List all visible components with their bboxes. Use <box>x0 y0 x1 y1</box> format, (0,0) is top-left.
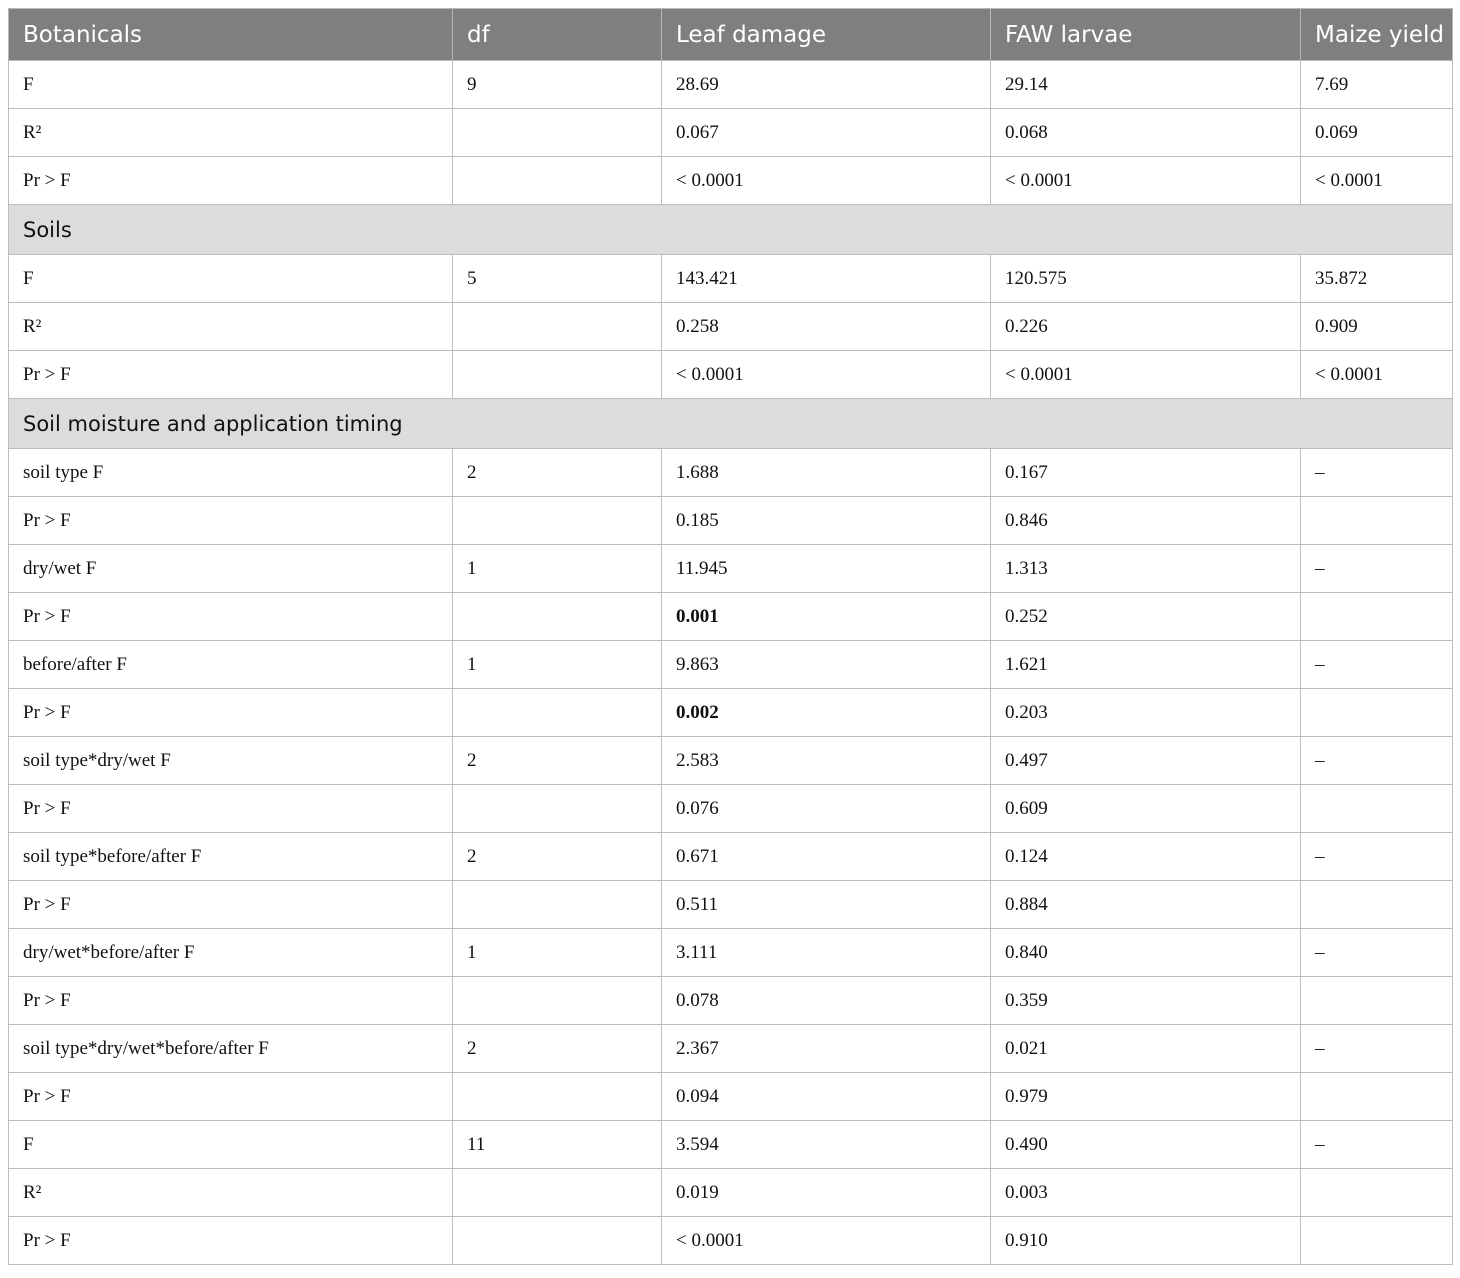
table-header <box>9 9 1453 61</box>
cell-df: 2 <box>453 833 662 881</box>
cell-maize-yield <box>1301 1169 1453 1217</box>
cell-source: before/after F <box>9 641 453 689</box>
cell-source: soil type*dry/wet*before/after F <box>9 1025 453 1073</box>
cell-leaf-damage: 0.001 <box>662 593 991 641</box>
cell-df <box>453 689 662 737</box>
cell-faw-larvae: 0.609 <box>991 785 1301 833</box>
cell-faw-larvae: < 0.0001 <box>991 351 1301 399</box>
cell-maize-yield <box>1301 497 1453 545</box>
cell-leaf-damage: < 0.0001 <box>662 1217 991 1265</box>
cell-faw-larvae: 0.359 <box>991 977 1301 1025</box>
table-row <box>9 1025 1453 1073</box>
cell-leaf-damage: 143.421 <box>662 255 991 303</box>
table-row <box>9 977 1453 1025</box>
cell-faw-larvae: 1.621 <box>991 641 1301 689</box>
table-row <box>9 641 1453 689</box>
cell-df: 5 <box>453 255 662 303</box>
cell-source: Pr > F <box>9 351 453 399</box>
cell-faw-larvae: 0.124 <box>991 833 1301 881</box>
table-row <box>9 1121 1453 1169</box>
table-row <box>9 1169 1453 1217</box>
table-row <box>9 545 1453 593</box>
cell-source: Pr > F <box>9 593 453 641</box>
cell-source: Pr > F <box>9 1217 453 1265</box>
cell-maize-yield: – <box>1301 1025 1453 1073</box>
section-title: Soils <box>9 205 1453 255</box>
cell-maize-yield: – <box>1301 833 1453 881</box>
cell-faw-larvae: 0.490 <box>991 1121 1301 1169</box>
cell-maize-yield: 0.069 <box>1301 109 1453 157</box>
table-row <box>9 881 1453 929</box>
table-row <box>9 785 1453 833</box>
table-row <box>9 109 1453 157</box>
header-faw-larvae: FAW larvae <box>991 9 1301 61</box>
cell-source: soil type F <box>9 449 453 497</box>
cell-faw-larvae: 0.910 <box>991 1217 1301 1265</box>
cell-faw-larvae: 0.167 <box>991 449 1301 497</box>
section-row <box>9 399 1453 449</box>
cell-maize-yield: – <box>1301 737 1453 785</box>
cell-leaf-damage: 0.002 <box>662 689 991 737</box>
cell-df <box>453 785 662 833</box>
cell-leaf-damage: 2.367 <box>662 1025 991 1073</box>
cell-faw-larvae: 0.003 <box>991 1169 1301 1217</box>
cell-faw-larvae: < 0.0001 <box>991 157 1301 205</box>
cell-leaf-damage: 0.258 <box>662 303 991 351</box>
cell-leaf-damage: 0.078 <box>662 977 991 1025</box>
cell-source: R² <box>9 303 453 351</box>
cell-leaf-damage: 3.111 <box>662 929 991 977</box>
cell-leaf-damage: 9.863 <box>662 641 991 689</box>
cell-source: F <box>9 1121 453 1169</box>
cell-faw-larvae: 0.203 <box>991 689 1301 737</box>
table-row <box>9 303 1453 351</box>
cell-maize-yield <box>1301 1073 1453 1121</box>
table-row <box>9 1217 1453 1265</box>
section-title: Soil moisture and application timing <box>9 399 1453 449</box>
cell-faw-larvae: 0.252 <box>991 593 1301 641</box>
cell-faw-larvae: 120.575 <box>991 255 1301 303</box>
cell-leaf-damage: < 0.0001 <box>662 157 991 205</box>
cell-df: 1 <box>453 929 662 977</box>
cell-maize-yield <box>1301 689 1453 737</box>
cell-maize-yield: 7.69 <box>1301 61 1453 109</box>
cell-df <box>453 303 662 351</box>
cell-df: 2 <box>453 737 662 785</box>
table-row <box>9 497 1453 545</box>
cell-source: dry/wet F <box>9 545 453 593</box>
cell-source: Pr > F <box>9 977 453 1025</box>
table-row <box>9 1073 1453 1121</box>
cell-source: Pr > F <box>9 157 453 205</box>
cell-df: 2 <box>453 449 662 497</box>
cell-df: 1 <box>453 641 662 689</box>
cell-df <box>453 1073 662 1121</box>
cell-maize-yield: – <box>1301 641 1453 689</box>
cell-faw-larvae: 0.021 <box>991 1025 1301 1073</box>
cell-leaf-damage: < 0.0001 <box>662 351 991 399</box>
cell-faw-larvae: 0.226 <box>991 303 1301 351</box>
cell-leaf-damage: 0.094 <box>662 1073 991 1121</box>
header-maize-yield: Maize yield <box>1301 9 1453 61</box>
header-leaf-damage: Leaf damage <box>662 9 991 61</box>
cell-leaf-damage: 0.671 <box>662 833 991 881</box>
cell-source: Pr > F <box>9 881 453 929</box>
cell-df: 11 <box>453 1121 662 1169</box>
section-row <box>9 205 1453 255</box>
cell-df <box>453 157 662 205</box>
cell-source: Pr > F <box>9 689 453 737</box>
cell-maize-yield <box>1301 1217 1453 1265</box>
cell-leaf-damage: 0.511 <box>662 881 991 929</box>
table-row <box>9 255 1453 303</box>
cell-maize-yield: < 0.0001 <box>1301 157 1453 205</box>
cell-maize-yield: 0.909 <box>1301 303 1453 351</box>
cell-source: soil type*before/after F <box>9 833 453 881</box>
cell-df <box>453 1217 662 1265</box>
cell-source: Pr > F <box>9 1073 453 1121</box>
cell-source: Pr > F <box>9 785 453 833</box>
cell-df <box>453 497 662 545</box>
header-botanicals: Botanicals <box>9 9 453 61</box>
cell-maize-yield <box>1301 785 1453 833</box>
cell-leaf-damage: 0.019 <box>662 1169 991 1217</box>
cell-df <box>453 977 662 1025</box>
cell-source: F <box>9 255 453 303</box>
anova-table-container <box>8 8 1452 1265</box>
cell-leaf-damage: 2.583 <box>662 737 991 785</box>
cell-faw-larvae: 1.313 <box>991 545 1301 593</box>
table-row <box>9 157 1453 205</box>
anova-table <box>8 8 1453 1265</box>
cell-maize-yield <box>1301 977 1453 1025</box>
cell-maize-yield: < 0.0001 <box>1301 351 1453 399</box>
cell-df: 2 <box>453 1025 662 1073</box>
cell-faw-larvae: 29.14 <box>991 61 1301 109</box>
cell-source: R² <box>9 109 453 157</box>
table-row <box>9 61 1453 109</box>
cell-maize-yield: – <box>1301 449 1453 497</box>
cell-source: Pr > F <box>9 497 453 545</box>
cell-maize-yield <box>1301 593 1453 641</box>
header-row <box>9 9 1453 61</box>
table-row <box>9 689 1453 737</box>
table-body <box>9 61 1453 1265</box>
table-row <box>9 593 1453 641</box>
table-row <box>9 737 1453 785</box>
table-row <box>9 449 1453 497</box>
cell-faw-larvae: 0.846 <box>991 497 1301 545</box>
cell-df <box>453 351 662 399</box>
cell-df: 1 <box>453 545 662 593</box>
cell-faw-larvae: 0.068 <box>991 109 1301 157</box>
cell-maize-yield: – <box>1301 1121 1453 1169</box>
cell-leaf-damage: 11.945 <box>662 545 991 593</box>
table-row <box>9 833 1453 881</box>
cell-source: soil type*dry/wet F <box>9 737 453 785</box>
cell-leaf-damage: 0.067 <box>662 109 991 157</box>
table-row <box>9 929 1453 977</box>
cell-maize-yield <box>1301 881 1453 929</box>
cell-leaf-damage: 28.69 <box>662 61 991 109</box>
header-df: df <box>453 9 662 61</box>
cell-source: R² <box>9 1169 453 1217</box>
cell-source: F <box>9 61 453 109</box>
cell-maize-yield: – <box>1301 545 1453 593</box>
cell-faw-larvae: 0.884 <box>991 881 1301 929</box>
cell-df <box>453 593 662 641</box>
cell-df: 9 <box>453 61 662 109</box>
cell-leaf-damage: 1.688 <box>662 449 991 497</box>
cell-leaf-damage: 0.076 <box>662 785 991 833</box>
cell-maize-yield: 35.872 <box>1301 255 1453 303</box>
cell-leaf-damage: 3.594 <box>662 1121 991 1169</box>
cell-leaf-damage: 0.185 <box>662 497 991 545</box>
cell-faw-larvae: 0.840 <box>991 929 1301 977</box>
cell-df <box>453 109 662 157</box>
cell-df <box>453 1169 662 1217</box>
table-row <box>9 351 1453 399</box>
cell-maize-yield: – <box>1301 929 1453 977</box>
cell-source: dry/wet*before/after F <box>9 929 453 977</box>
cell-faw-larvae: 0.497 <box>991 737 1301 785</box>
cell-faw-larvae: 0.979 <box>991 1073 1301 1121</box>
cell-df <box>453 881 662 929</box>
